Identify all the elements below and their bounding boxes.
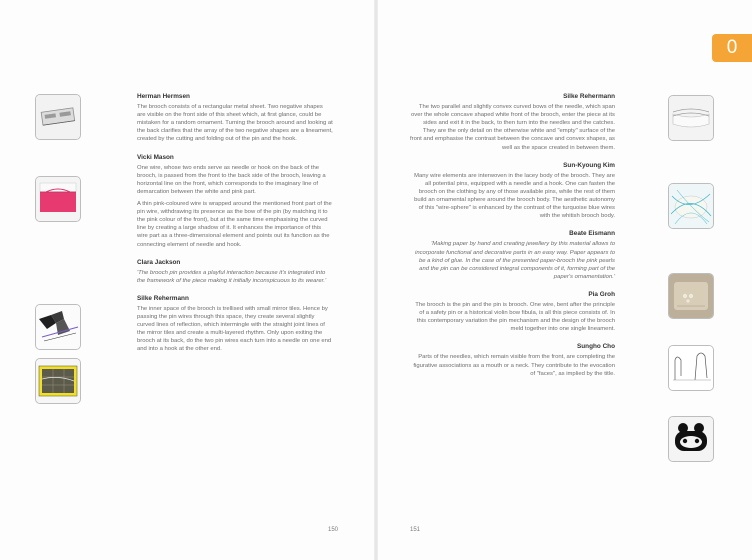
thumbnail-mason-brooch bbox=[35, 176, 81, 222]
entry-paragraph: Parts of the needles, which remain visible from the front, are completing the figurative associations as a mouth or a neck. They contribute to the evocation of "faces", as implied by the title. bbox=[413, 354, 615, 377]
entry-paragraph: The two parallel and slightly convex curved bows of the needle, which span over the whole concave shaped white front of the brooch, enter the piece at its sides and exit it in the back, to then turn into the needles and the catches. They are the only detail on the otherwise white and "empty" surface of the front and emphasise the contrast between the concave and convex shapes, as well as the space created in between them. bbox=[410, 104, 615, 151]
artist-name: Silke Rehermann bbox=[563, 93, 615, 100]
book-gutter bbox=[374, 0, 378, 560]
artist-name: Clara Jackson bbox=[137, 258, 181, 266]
chapter-tab: 0 bbox=[712, 34, 752, 62]
thumbnail-kim-wire-brooch bbox=[668, 183, 714, 229]
entry-paragraph: The brooch is the pin and the pin is brooch. One wire, bent after the principle of a safety pin or a historical violin bow fibula, is all this piece consists of. In this contemporary variation the pin mechanism and the design of the brooch meld together into one single lineament. bbox=[415, 301, 615, 333]
entry-eismann bbox=[410, 230, 615, 281]
thumbnail-hermsen-brooch bbox=[35, 94, 81, 140]
page-number-left: 150 bbox=[328, 527, 339, 533]
entry-quote: 'The brooch pin provides a playful interaction because it's integrated into the framework of the piece making it initially inconspicuous to its wearer.' bbox=[137, 269, 327, 284]
page-number-right: 151 bbox=[410, 527, 421, 533]
entry-paragraph: One wire, whose two ends serve as needle or hook on the back of the brooch, is passed from the front to the back side of the brooch, leaving a horizontal line on the front, which corresponds to the imaginary line of demarcation between the white and pink part. bbox=[137, 164, 326, 195]
left-text-column bbox=[137, 93, 333, 358]
artist-name: Sungho Cho bbox=[577, 343, 615, 351]
thumbnail-rehermann-mirror-brooch bbox=[35, 358, 81, 404]
right-text-column bbox=[410, 93, 615, 382]
entry-hermsen bbox=[137, 93, 333, 144]
entry-rehermann-left bbox=[137, 295, 333, 354]
entry-paragraph: A thin pink-coloured wire is wrapped around the mentioned front part of the pin wire, withdrawing its presence as the bow of the pin (by matching it to the pink colour of the front), but at the same time emphasising the curved line by creating a large shadow of it. It enhances the importance of this wire part as a three-dimensional element and points out its function as the connecting element of needle and hook. bbox=[137, 201, 332, 248]
artist-name: Sun-Kyoung Kim bbox=[563, 161, 615, 169]
entry-rehermann-right bbox=[410, 93, 615, 152]
thumbnail-rehermann-white-brooch bbox=[668, 95, 714, 141]
entry-paragraph: The brooch consists of a rectangular metal sheet. Two negative shapes are visible on the front side of this sheet which, at first glance, could be mistaken for a random ornament. Turning the brooch around and looking at the back clarifies that the array of the two negative shapes are a lineament, created by the cutting and folding out of the pin and the hook. bbox=[137, 104, 333, 143]
thumbnail-jackson-brooch bbox=[35, 304, 81, 350]
entry-paragraph: The inner space of the brooch is trellised with small mirror tiles. Hence by passing the pin wires through this space, they create several slightly curved lines of reflection, which intermingle with the straight joint lines of the mirror tiles and create a multi-layered rhythm. Only upon exiting the brooch at its back, do the two pin wires each turn into a needle on one end and into a hook at the other end. bbox=[137, 305, 332, 353]
thumbnail-eismann-paper-brooch bbox=[668, 273, 714, 319]
artist-name: Beate Eismann bbox=[569, 230, 615, 238]
entry-kim bbox=[410, 162, 615, 221]
entry-cho bbox=[410, 343, 615, 377]
entry-mason bbox=[137, 154, 333, 249]
entry-groh bbox=[410, 291, 615, 333]
entry-quote: 'Making paper by hand and creating jewellery by this material allows to incorporate functional and decorative parts in an easy way. Paper appears to be a kind of glue. In the case of the presented paper-brooch the pink pearls and the pin can be considered integral components of it, forming part of the paper's ornamentation.' bbox=[415, 241, 615, 280]
artist-name: Pia Groh bbox=[588, 290, 615, 298]
artist-name: Herman Hermsen bbox=[137, 93, 190, 100]
artist-name: Vicki Mason bbox=[137, 153, 174, 161]
thumbnail-groh-wire-brooch bbox=[668, 345, 714, 391]
entry-jackson bbox=[137, 259, 333, 285]
artist-name: Silke Rehermann bbox=[137, 294, 189, 302]
thumbnail-cho-face-brooch bbox=[668, 416, 714, 462]
entry-paragraph: Many wire elements are interwoven in the lacey body of the brooch. They are all potential pins, equipped with a needle and a hook. One can fasten the brooch on the clothing by any of those available pins, while the rest of them build an ornamental sphere around the brooch body. The aesthetic autonomy of this "wire-sphere" is enhanced by the contrast of the turquoise blue wires with the whitish brooch body. bbox=[414, 172, 615, 220]
